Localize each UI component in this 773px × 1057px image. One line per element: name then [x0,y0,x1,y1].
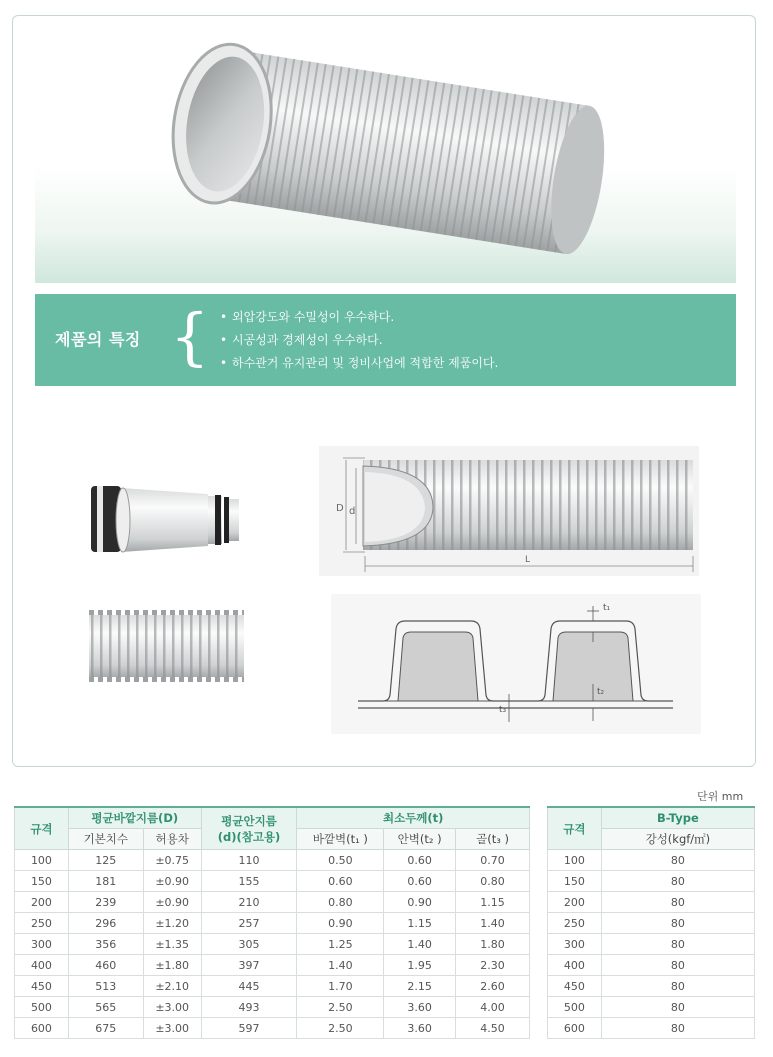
table-row [548,934,755,955]
table-cell: 80 [601,934,754,955]
table-cell: 2.60 [456,976,530,997]
table-cell: 500 [548,997,602,1018]
table-cell: 675 [68,1018,143,1039]
col-spec: 규격 [15,807,69,850]
table-cell: 300 [548,934,602,955]
spec-table [14,806,530,1039]
table-cell: 597 [201,1018,297,1039]
table-row [15,1018,530,1039]
table-row [548,913,755,934]
table-cell: 565 [68,997,143,1018]
table-cell: 0.60 [384,850,456,871]
table-cell: 239 [68,892,143,913]
table-cell: ±0.90 [143,871,201,892]
table-row [15,955,530,976]
table-cell: 513 [68,976,143,997]
table-cell: 493 [201,997,297,1018]
table-cell: ±0.75 [143,850,201,871]
table-cell: ±0.90 [143,892,201,913]
table-cell: 125 [68,850,143,871]
stiffness-table [547,806,755,1039]
table-cell: ±2.10 [143,976,201,997]
label-length: L [525,555,531,565]
table-cell: 400 [548,955,602,976]
table-cell: 150 [548,871,602,892]
table-row [15,913,530,934]
table-cell: 80 [601,955,754,976]
table-cell: ±1.80 [143,955,201,976]
label-t3: t₃ [499,705,507,715]
col-inner-diameter [201,807,297,850]
table-cell: 1.70 [297,976,384,997]
table-cell: 80 [601,892,754,913]
table-row [548,955,755,976]
feature-item: • 하수관거 유지관리 및 정비사업에 적합한 제품이다. [220,352,498,375]
table-cell: 2.50 [297,997,384,1018]
table-cell: 450 [548,976,602,997]
table-cell: 1.95 [384,955,456,976]
col-outer-wall: 바깥벽(t₁ ) [297,829,384,850]
label-outer-d: D [336,503,344,514]
feature-band [35,294,736,386]
table-cell: 296 [68,913,143,934]
table-cell: ±1.20 [143,913,201,934]
table-cell: 0.90 [297,913,384,934]
table-cell: 4.50 [456,1018,530,1039]
table-cell: 305 [201,934,297,955]
table-cell: 210 [201,892,297,913]
table-cell: 0.90 [384,892,456,913]
inner-ref-label: (d)(참고용) [217,829,281,844]
table-cell: 80 [601,997,754,1018]
table-cell: 0.50 [297,850,384,871]
table-cell: 500 [15,997,69,1018]
col-type: B-Type [601,807,754,829]
table-cell: 450 [15,976,69,997]
table-cell: 2.15 [384,976,456,997]
table-cell: 600 [548,1018,602,1039]
table-cell: ±3.00 [143,997,201,1018]
table-cell: 1.40 [297,955,384,976]
table-row [548,976,755,997]
col-valley: 골(t₃ ) [456,829,530,850]
table-cell: 80 [601,976,754,997]
col-inner-wall: 안벽(t₂ ) [384,829,456,850]
table-cell: 0.80 [456,871,530,892]
table-cell: 1.25 [297,934,384,955]
label-t2: t₂ [597,687,605,697]
table-row [15,976,530,997]
table-cell: 80 [601,850,754,871]
pipe-side-image [89,610,244,682]
table-cell: 100 [548,850,602,871]
brace-icon: { [170,300,210,373]
table-cell: 356 [68,934,143,955]
feature-list [220,306,498,375]
col-spec: 규격 [548,807,602,850]
table-cell: 1.40 [384,934,456,955]
table-row [15,850,530,871]
table-row [548,850,755,871]
table-cell: 4.00 [456,997,530,1018]
corrugated-pipe-illustration [35,21,736,283]
table-cell: 0.60 [384,871,456,892]
inner-label: 평균안지름 [221,813,277,828]
table-row [548,892,755,913]
table-cell: 600 [15,1018,69,1039]
feature-title: 제품의 특징 [55,330,141,349]
label-inner-d: d [349,506,356,517]
table-cell: ±3.00 [143,1018,201,1039]
feature-item: • 외압강도와 수밀성이 우수하다. [220,306,498,329]
table-row [548,871,755,892]
col-outer-diameter: 평균바깥지름(D) [68,807,201,829]
table-cell: 445 [201,976,297,997]
table-cell: 100 [15,850,69,871]
profile-diagram-bg [331,594,701,734]
table-cell: 0.80 [297,892,384,913]
table-row [15,997,530,1018]
col-min-thickness: 최소두께(t) [297,807,530,829]
unit-note: 단위 mm [697,790,744,803]
table-cell: 460 [68,955,143,976]
table-cell: 1.40 [456,913,530,934]
hero-pipe-image [35,21,736,283]
table-cell: 2.30 [456,955,530,976]
table-cell: 80 [601,913,754,934]
table-cell: 250 [15,913,69,934]
table-header-row [548,807,755,829]
table-cell: ±1.35 [143,934,201,955]
table-cell: 110 [201,850,297,871]
technical-diagrams [13,416,757,746]
feature-item: • 시공성과 경제성이 우수하다. [220,329,498,352]
table-cell: 2.50 [297,1018,384,1039]
table-cell: 1.15 [456,892,530,913]
table-cell: 400 [15,955,69,976]
table-cell: 80 [601,871,754,892]
table-cell: 250 [548,913,602,934]
table-row [548,1018,755,1039]
table-cell: 0.60 [297,871,384,892]
table-cell: 3.60 [384,1018,456,1039]
joint-image [91,486,239,552]
table-cell: 181 [68,871,143,892]
table-row [15,871,530,892]
diagram-svg [13,416,757,746]
label-t1: t₁ [603,603,611,613]
table-cell: 1.15 [384,913,456,934]
table-cell: 200 [15,892,69,913]
table-cell: 1.80 [456,934,530,955]
table-cell: 80 [601,1018,754,1039]
table-row [15,892,530,913]
table-cell: 257 [201,913,297,934]
table-cell: 200 [548,892,602,913]
table-cell: 397 [201,955,297,976]
col-tolerance: 허용차 [143,829,201,850]
table-cell: 3.60 [384,997,456,1018]
table-cell: 0.70 [456,850,530,871]
col-stiffness: 강성(kgf/㎡) [601,829,754,850]
table-cell: 155 [201,871,297,892]
table-cell: 300 [15,934,69,955]
product-panel [12,15,756,767]
table-row [15,934,530,955]
table-header-row [15,807,530,829]
table-row [548,997,755,1018]
col-base: 기본치수 [68,829,143,850]
table-cell: 150 [15,871,69,892]
